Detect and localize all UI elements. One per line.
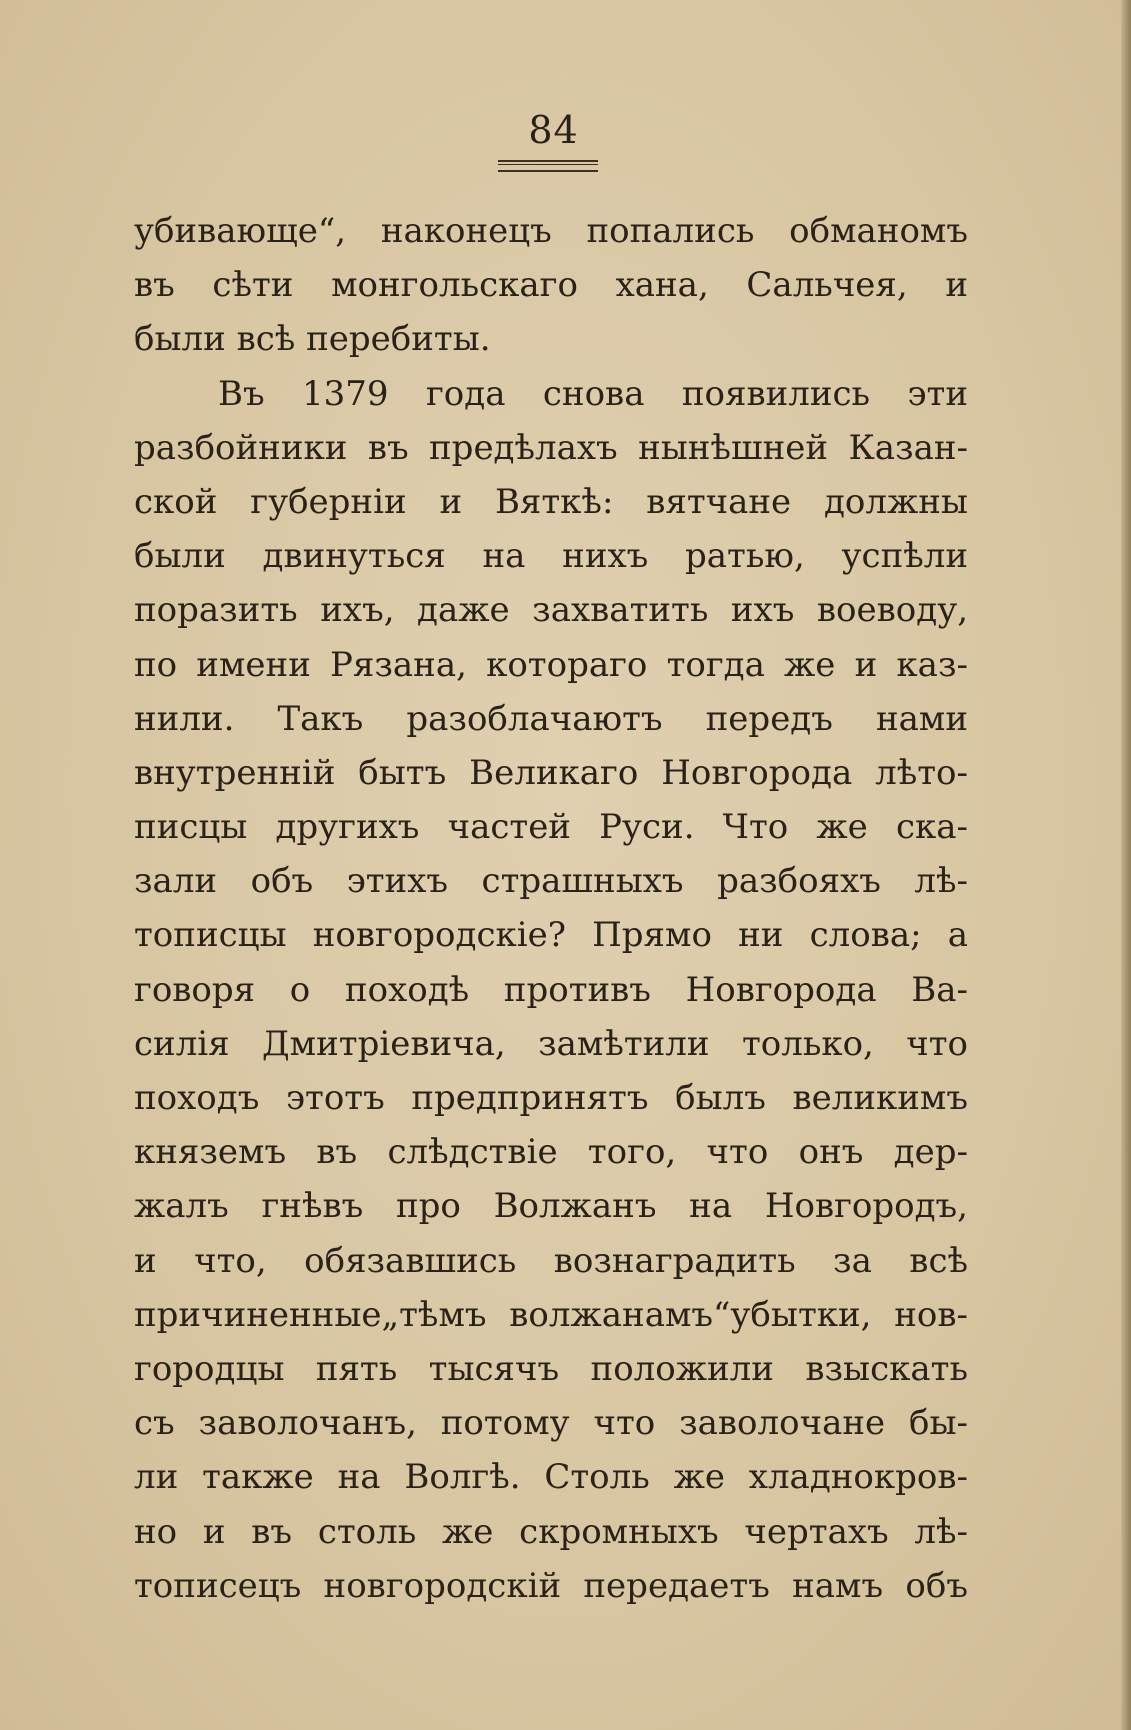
text-line: внутренній бытъ Великаго Новгорода лѣто-: [134, 752, 968, 793]
text-line: походъ этотъ предпринятъ былъ великимъ: [134, 1078, 968, 1118]
text-line: Въ 1379 года снова появились эти: [218, 373, 968, 414]
text-line: писцы другихъ частей Руси. Что же ска-: [134, 807, 968, 848]
text-line: жалъ гнѣвъ про Волжанъ на Новгородъ,: [134, 1186, 968, 1227]
text-line: княземъ въ слѣдствіе того, что онъ дер-: [134, 1132, 968, 1173]
header-rule: [498, 160, 598, 172]
text-line: говоря о походѣ противъ Новгорода Ва-: [134, 969, 968, 1010]
text-line: нили. Такъ разоблачаютъ передъ нами: [134, 698, 968, 739]
page-edge: [1121, 0, 1131, 1730]
text-line: поразить ихъ, даже захватить ихъ воеводу,: [134, 590, 968, 631]
text-line: были двинуться на нихъ ратью, успѣли: [134, 536, 968, 577]
text-line: тописецъ новгородскій передаетъ намъ объ: [134, 1565, 968, 1606]
text-line: силія Дмитріевича, замѣтили только, что: [134, 1023, 968, 1064]
page-number: 84: [528, 108, 579, 152]
text-line: въ сѣти монгольскаго хана, Сальчея, и: [134, 265, 968, 306]
body-text: [134, 204, 968, 1613]
text-line: были всѣ перебиты.: [134, 319, 491, 360]
text-line: тописцы новгородскіе? Прямо ни слова; а: [134, 915, 968, 956]
text-line: убивающе“, наконецъ попались обманомъ: [134, 211, 968, 251]
text-line: ли также на Волгѣ. Столь же хладнокров-: [134, 1457, 968, 1498]
text-line: разбойники въ предѣлахъ нынѣшней Казан-: [134, 427, 968, 468]
text-line: но и въ столь же скромныхъ чертахъ лѣ-: [134, 1511, 968, 1552]
text-line: и что, обязавшись вознаградить за всѣ: [134, 1240, 968, 1281]
text-line: городцы пять тысячъ положили взыскать: [134, 1348, 968, 1389]
text-line: ской губерніи и Вяткѣ: вятчане должны: [134, 481, 968, 522]
text-line: по имени Рязана, котораго тогда же и каз-: [134, 644, 968, 685]
header-rule-middle: [498, 164, 598, 165]
text-line: причиненные„тѣмъ волжанамъ“убытки, нов-: [134, 1294, 968, 1335]
text-line: съ заволочанъ, потому что заволочане бы-: [134, 1403, 968, 1444]
text-line: зали объ этихъ страшныхъ разбояхъ лѣ-: [134, 861, 968, 902]
